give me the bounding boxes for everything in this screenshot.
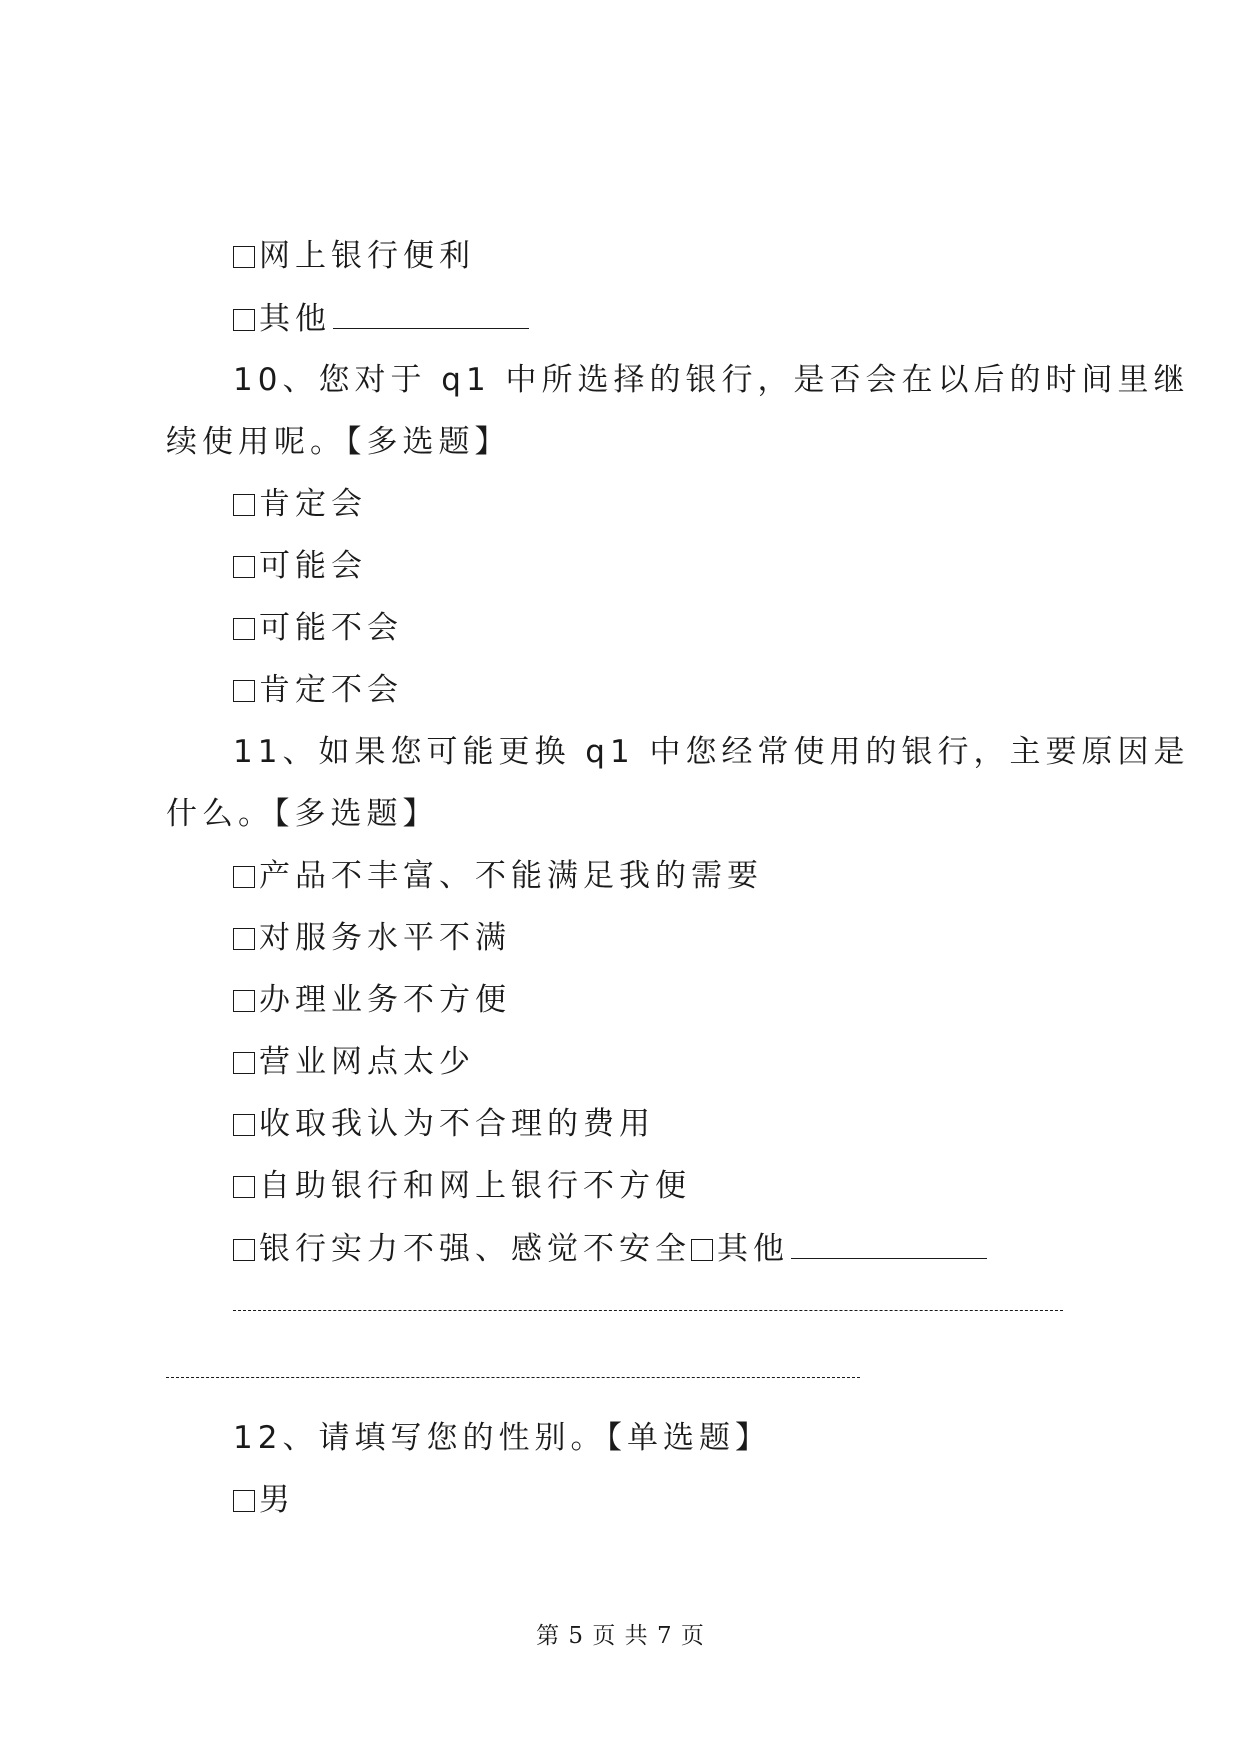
checkbox-icon[interactable] (233, 1490, 255, 1512)
checkbox-icon[interactable] (233, 309, 255, 331)
option-products-insufficient[interactable] (233, 856, 763, 896)
option-label: 其他 (717, 1231, 789, 1267)
question-10-text-continued: 续使用呢。【多选题】 (166, 424, 511, 460)
checkbox-icon[interactable] (691, 1239, 713, 1261)
option-definitely-will[interactable] (233, 484, 367, 524)
question-11-text-continued: 什么。【多选题】 (166, 796, 439, 832)
option-service-dissatisfied[interactable] (233, 918, 511, 958)
checkbox-icon[interactable] (233, 618, 255, 640)
option-self-service-inconvenient[interactable] (233, 1166, 691, 1206)
option-label: 营业网点太少 (259, 1044, 475, 1080)
checkbox-icon[interactable] (233, 990, 255, 1012)
option-online-banking-convenient[interactable] (233, 236, 475, 276)
page-footer: 第 5 页 共 7 页 (536, 1623, 705, 1649)
option-unreasonable-fees[interactable] (233, 1104, 655, 1144)
checkbox-icon[interactable] (233, 246, 255, 268)
option-label: 产品不丰富、不能满足我的需要 (259, 858, 763, 894)
fill-in-blank[interactable] (791, 1228, 987, 1259)
option-label: 肯定不会 (259, 672, 403, 708)
option-label: 网上银行便利 (259, 238, 475, 274)
option-maybe-will[interactable] (233, 546, 367, 586)
option-definitely-not[interactable] (233, 670, 403, 710)
option-inconvenient-business[interactable] (233, 980, 511, 1020)
checkbox-icon[interactable] (233, 556, 255, 578)
option-weak-bank-or-other[interactable] (233, 1228, 987, 1269)
option-label: 银行实力不强、感觉不安全 (259, 1231, 691, 1267)
option-label: 自助银行和网上银行不方便 (259, 1168, 691, 1204)
option-label: 肯定会 (259, 486, 367, 522)
option-label: 男 (259, 1482, 295, 1518)
checkbox-icon[interactable] (233, 680, 255, 702)
checkbox-icon[interactable] (233, 866, 255, 888)
answer-dash-line[interactable] (233, 1310, 1063, 1311)
question-12-text: 12、请填写您的性别。【单选题】 (233, 1420, 771, 1456)
fill-in-blank[interactable] (333, 298, 529, 329)
checkbox-icon[interactable] (233, 1052, 255, 1074)
checkbox-icon[interactable] (233, 1239, 255, 1261)
question-10-text: 10、您对于 q1 中所选择的银行，是否会在以后的时间里继 (233, 362, 1190, 398)
option-label: 可能不会 (259, 610, 403, 646)
option-label: 对服务水平不满 (259, 920, 511, 956)
question-11-text: 11、如果您可能更换 q1 中您经常使用的银行，主要原因是 (233, 734, 1190, 770)
checkbox-icon[interactable] (233, 494, 255, 516)
option-label: 办理业务不方便 (259, 982, 511, 1018)
checkbox-icon[interactable] (233, 1114, 255, 1136)
checkbox-icon[interactable] (233, 1176, 255, 1198)
option-male[interactable] (233, 1480, 295, 1520)
option-label: 收取我认为不合理的费用 (259, 1106, 655, 1142)
answer-dash-line[interactable] (166, 1377, 860, 1378)
option-label: 其他 (259, 301, 331, 337)
option-label: 可能会 (259, 548, 367, 584)
option-few-branches[interactable] (233, 1042, 475, 1082)
checkbox-icon[interactable] (233, 928, 255, 950)
option-maybe-not[interactable] (233, 608, 403, 648)
option-other[interactable] (233, 298, 529, 339)
